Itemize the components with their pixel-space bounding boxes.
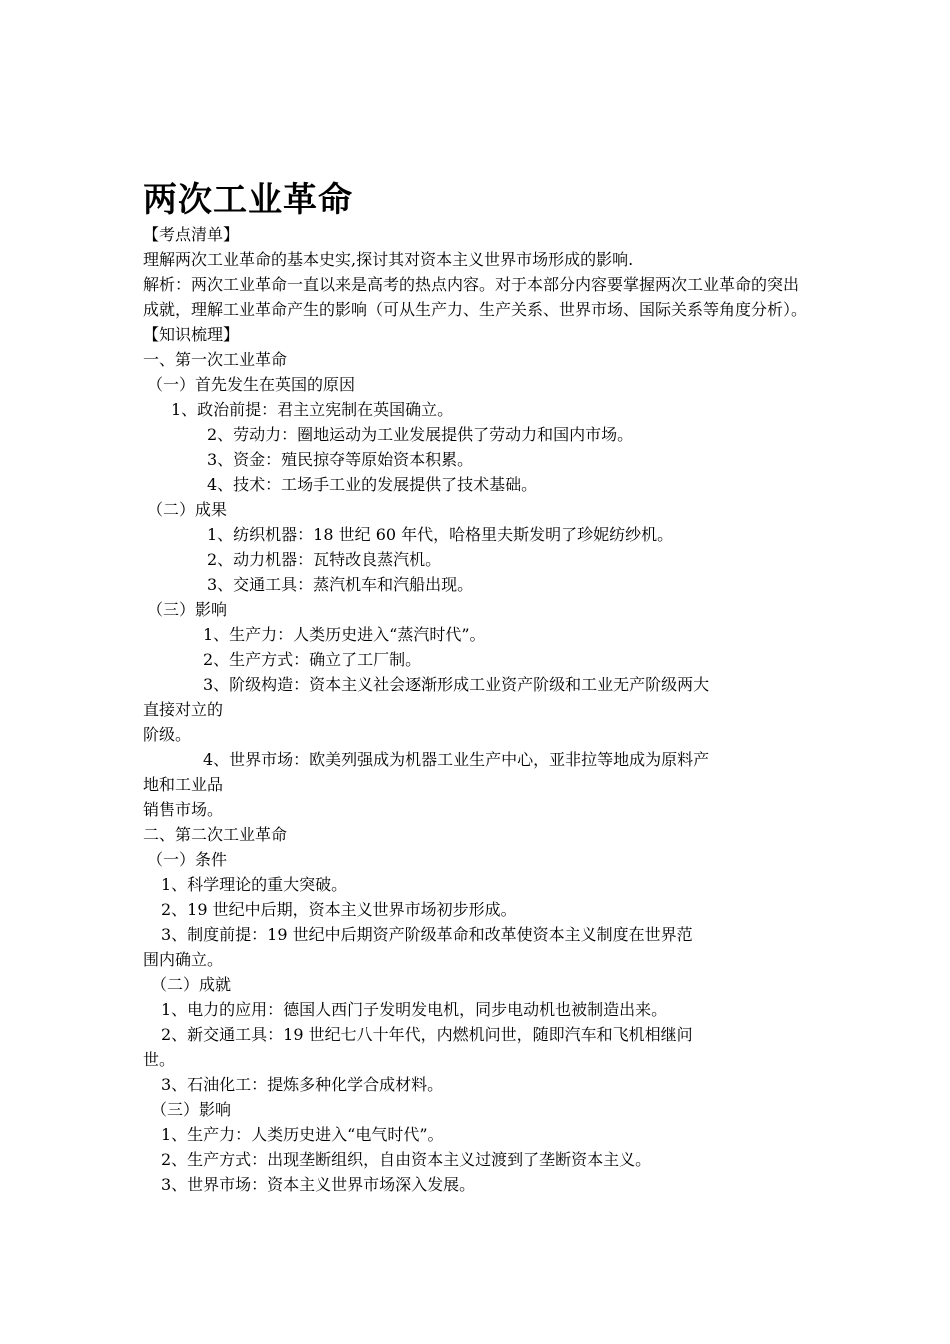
list-item: 3、石油化工：提炼多种化学合成材料。 [161, 1075, 444, 1094]
subheading-causes: （一）首先发生在英国的原因 [147, 375, 356, 394]
list-item-continuation: 世。 [143, 1050, 176, 1069]
list-item: 1、生产力：人类历史进入“电气时代”。 [161, 1125, 444, 1144]
list-item: 3、交通工具：蒸汽机车和汽船出现。 [207, 575, 474, 594]
document-title: 两次工业革命 [143, 180, 353, 220]
subheading-conditions: （一）条件 [147, 850, 228, 869]
list-item: 4、世界市场：欧美列强成为机器工业生产中心，亚非拉等地成为原料产 [203, 750, 710, 769]
list-item: 3、阶级构造：资本主义社会逐渐形成工业资产阶级和工业无产阶级两大 [203, 675, 710, 694]
subheading-results: （二）成果 [147, 500, 228, 519]
list-item: 3、资金：殖民掠夺等原始资本积累。 [207, 450, 474, 469]
paragraph-analysis: 解析：两次工业革命一直以来是高考的热点内容。对于本部分内容要掌握两次工业革命的突出成就，理解工业革命产生的影响（可从生产力、生产关系、世界市场、国际关系等角度分析）。 [143, 275, 808, 319]
heading-second-revolution: 二、第二次工业革命 [143, 825, 288, 844]
list-item: 3、世界市场：资本主义世界市场深入发展。 [161, 1175, 476, 1194]
list-item: 2、新交通工具：19 世纪七八十年代，内燃机问世，随即汽车和飞机相继问 [161, 1025, 693, 1044]
paragraph-objective: 理解两次工业革命的基本史实,探讨其对资本主义世界市场形成的影响. [143, 250, 634, 269]
list-item: 1、科学理论的重大突破。 [161, 875, 348, 894]
list-item: 2、劳动力：圈地运动为工业发展提供了劳动力和国内市场。 [207, 425, 634, 444]
list-item-continuation: 销售市场。 [143, 800, 224, 819]
list-item: 1、生产力：人类历史进入“蒸汽时代”。 [203, 625, 486, 644]
heading-first-revolution: 一、第一次工业革命 [143, 350, 288, 369]
list-item-continuation: 阶级。 [143, 725, 192, 744]
list-item: 2、19 世纪中后期，资本主义世界市场初步形成。 [161, 900, 517, 919]
list-item-continuation: 直接对立的 [143, 700, 224, 719]
section-heading-checklist: 【考点清单】 [143, 225, 240, 244]
list-item: 2、动力机器：瓦特改良蒸汽机。 [207, 550, 442, 569]
subheading-achievements: （二）成就 [151, 975, 232, 994]
document-page [143, 178, 808, 1197]
list-item: 4、技术：工场手工业的发展提供了技术基础。 [207, 475, 538, 494]
section-heading-knowledge: 【知识梳理】 [143, 325, 240, 344]
list-item: 1、纺织机器：18 世纪 60 年代，哈格里夫斯发明了珍妮纺纱机。 [207, 525, 674, 544]
subheading-impact: （三）影响 [147, 600, 228, 619]
list-item-continuation: 地和工业品 [143, 775, 224, 794]
subheading-impact-2: （三）影响 [151, 1100, 232, 1119]
list-item: 1、电力的应用：德国人西门子发明发电机，同步电动机也被制造出来。 [161, 1000, 668, 1019]
list-item: 1、政治前提：君主立宪制在英国确立。 [171, 400, 454, 419]
list-item-continuation: 围内确立。 [143, 950, 224, 969]
list-item: 2、生产方式：出现垄断组织，自由资本主义过渡到了垄断资本主义。 [161, 1150, 652, 1169]
list-item: 2、生产方式：确立了工厂制。 [203, 650, 422, 669]
list-item: 3、制度前提：19 世纪中后期资产阶级革命和改革使资本主义制度在世界范 [161, 925, 693, 944]
